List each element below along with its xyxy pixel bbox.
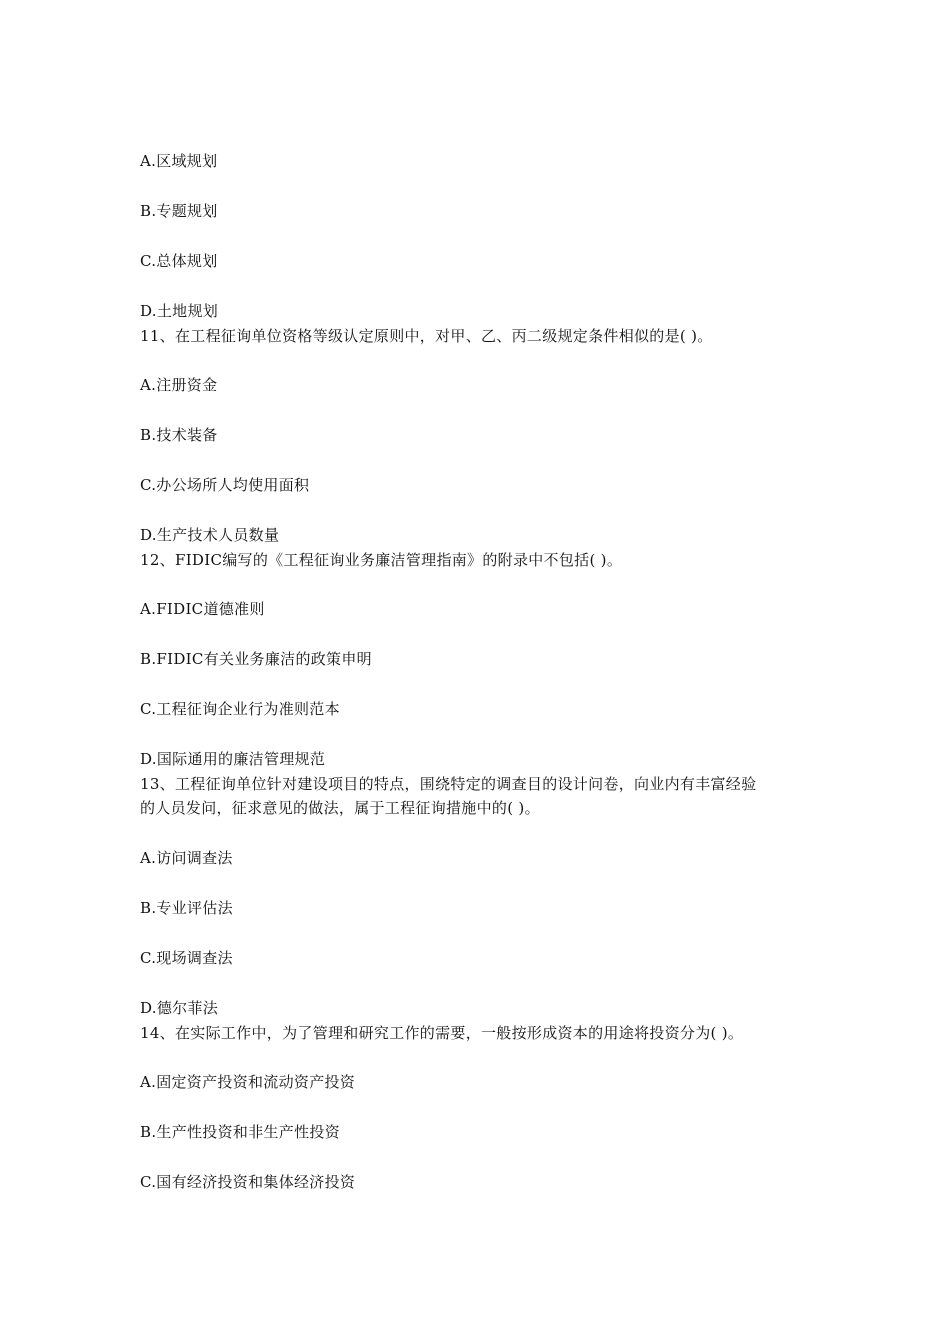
q13-option-a: A.访问调查法 <box>140 849 233 867</box>
q14-option-b: B.生产性投资和非生产性投资 <box>140 1123 340 1141</box>
q14-option-a: A.固定资产投资和流动资产投资 <box>140 1073 356 1091</box>
q11-option-c: C.办公场所人均使用面积 <box>140 476 310 494</box>
q12-option-b: B.FIDIC有关业务廉洁的政策申明 <box>140 650 372 668</box>
q13-stem-line-2: 的人员发问，征求意见的做法，属于工程征询措施中的( )。 <box>140 799 540 817</box>
q11-option-d: D.生产技术人员数量 <box>140 526 280 544</box>
q10-option-a: A.区域规划 <box>140 152 218 170</box>
q12-option-d: D.国际通用的廉洁管理规范 <box>140 750 326 768</box>
q12-stem: 12、FIDIC编写的《工程征询业务廉洁管理指南》的附录中不包括( )。 <box>140 551 623 569</box>
q13-stem-line-1: 13、工程征询单位针对建设项目的特点，围绕特定的调查目的设计问卷，向业内有丰富经验 <box>140 775 757 793</box>
q13-option-b: B.专业评估法 <box>140 899 233 917</box>
q11-option-b: B.技术装备 <box>140 426 218 444</box>
q14-option-c: C.国有经济投资和集体经济投资 <box>140 1173 356 1191</box>
q10-option-b: B.专题规划 <box>140 202 218 220</box>
q13-option-c: C.现场调查法 <box>140 949 233 967</box>
q13-option-d: D.德尔菲法 <box>140 999 219 1017</box>
q10-option-d: D.土地规划 <box>140 302 219 320</box>
q10-option-c: C.总体规划 <box>140 252 218 270</box>
q11-stem: 11、在工程征询单位资格等级认定原则中，对甲、乙、丙二级规定条件相似的是( )。 <box>140 327 713 345</box>
q12-option-c: C.工程征询企业行为准则范本 <box>140 700 340 718</box>
q12-option-a: A.FIDIC道德准则 <box>140 600 265 618</box>
q11-option-a: A.注册资金 <box>140 376 218 394</box>
q14-stem: 14、在实际工作中，为了管理和研究工作的需要，一般按形成资本的用途将投资分为( )。 <box>140 1024 744 1042</box>
